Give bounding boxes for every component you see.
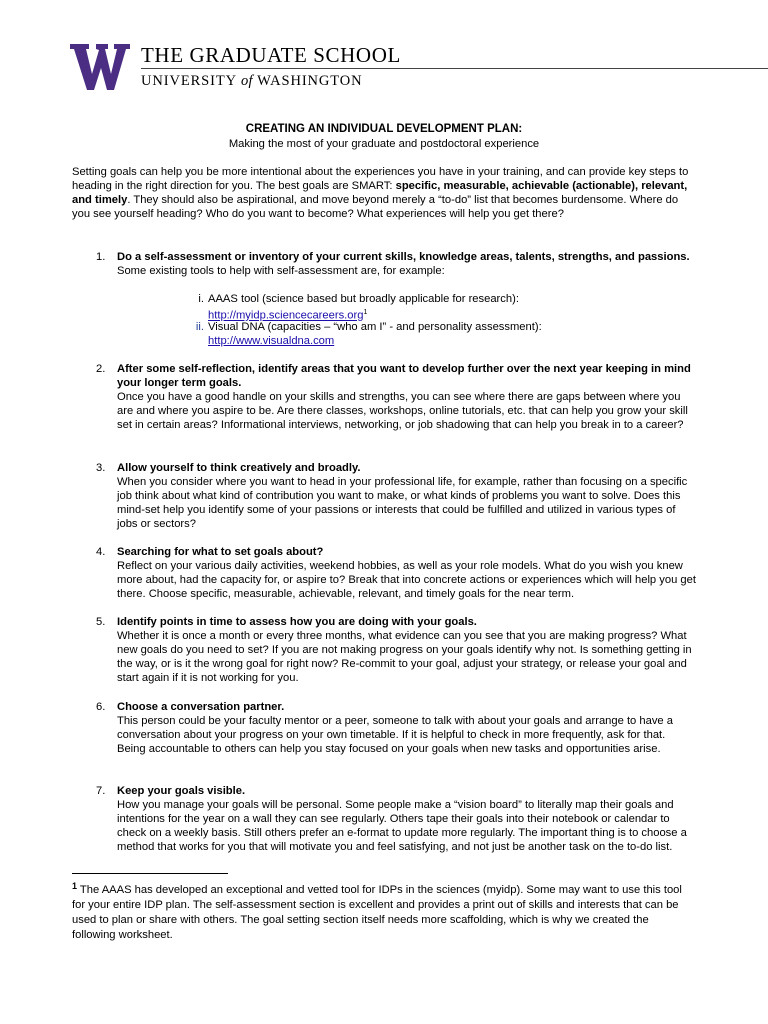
item-heading: Searching for what to set goals about? (117, 546, 324, 558)
item-body: Reflect on your various daily activities, weekend hobbies, as well as your role models. What do you wish you knew more about, had the capacity for, or aspire to? Break that into concrete actions or experiences which will help you get there. Choose specific, measurable, achievable, relevant, and timely goals for the near term. (117, 560, 696, 600)
item-number: 3. (96, 462, 106, 474)
footnote-ref: 1 (363, 309, 368, 316)
item-number: 1. (96, 251, 106, 263)
list-item-6 (96, 700, 696, 756)
roman-numeral: ii. (195, 321, 204, 333)
item-body: This person could be your faculty mentor or a peer, someone to talk with about your goals and arrange to have a conversation about your progress on your own timetable. If it is helpful to check in more frequently, ask for that. Being accountable to others can help you stay focused on your goals when new tasks and opportunities arise. (117, 715, 673, 755)
tool-description: AAAS tool (science based but broadly applicable for research): (208, 293, 519, 305)
document-subtitle: Making the most of your graduate and postdoctoral experience (228, 138, 540, 150)
aaas-link[interactable]: http://myidp.sciencecareers.org (208, 309, 364, 322)
item-number: 6. (96, 701, 106, 713)
footnote-text: The AAAS has developed an exceptional and vetted tool for IDPs in the sciences (myidp). Some may want to use this tool for your entire IDP plan. The self-assessment section is excellent and provides a print out of skills and interests that can be used to plan or share with others. The goal setting section itself needs more scaffolding, which is why we created the following worksheet. (72, 884, 682, 941)
list-item-3 (96, 461, 696, 531)
item-heading: Keep your goals visible. (117, 785, 246, 797)
university-name: UNIVERSITY of WASHINGTON (141, 73, 363, 89)
item-heading: Choose a conversation partner. (117, 701, 285, 713)
item-body: Once you have a good handle on your skills and strengths, you can see where there are gaps between where you are and where you aspire to be. Are there classes, workshops, online tutorials, etc. that can help you grow your skill set in certain areas? Informational interviews, networking, or job shadowing that can help you break in to a career? (117, 391, 688, 431)
footnote-mark: 1 (72, 881, 78, 891)
item-body: Whether it is once a month or every three months, what evidence can you see that you are making progress? What new goals do you need to set? If you are not making progress on your goals identify why not. Is something getting in the way, or is it the wrong goal for right now? Re-commit to your goal, adjust your strategy, or release your goal and start again if it is not working for you. (117, 630, 692, 684)
list-item-7 (96, 784, 696, 854)
item-heading: Allow yourself to think creatively and broadly. (117, 462, 361, 474)
item-number: 2. (96, 363, 106, 375)
item-number: 7. (96, 785, 106, 797)
visualdna-link[interactable]: http://www.visualdna.com (208, 335, 335, 347)
tool-item-aaas (180, 292, 580, 323)
item-body: Some existing tools to help with self-assessment are, for example: (117, 265, 445, 277)
tool-description: Visual DNA (capacities – “who am I” - and personality assessment): (208, 321, 542, 333)
header-divider (141, 68, 768, 69)
list-item-5 (96, 615, 696, 685)
list-item-1 (96, 250, 696, 278)
document-title: CREATING AN INDIVIDUAL DEVELOPMENT PLAN: (245, 123, 523, 135)
footnote-divider (72, 873, 228, 874)
item-number: 4. (96, 546, 106, 558)
list-item-2 (96, 362, 696, 432)
uw-logo (70, 44, 130, 90)
document-header (70, 42, 768, 92)
intro-paragraph: Setting goals can help you be more intentional about the experiences you have in your training, and can provide key steps to heading in the right direction for you. The best goals are SMART: specific, measurable, achievable (actionable), relevant, and timely. They should also be aspirational, and move beyond merely a “to-do” list that becomes burdensome. Where do you see yourself heading? Who do you want to become? What experiences will help you get there? (72, 166, 689, 220)
item-heading: After some self-reflection, identify areas that you want to develop further over the next year keeping in mind your longer term goals. (117, 363, 691, 389)
item-heading: Do a self-assessment or inventory of your current skills, knowledge areas, talents, strengths, and passions. (117, 251, 690, 263)
tool-item-visualdna (180, 320, 580, 348)
item-body: How you manage your goals will be personal. Some people make a “vision board” to literally map their goals and intentions for the year on a wall they can see regularly. Others tape their goals into their notebook or calendar to check on a weekly basis. Still others prefer an e-format to update more regularly. The important thing is to choose a method that works for you that will motivate you and feel satisfying, and not just be another task on the to-do list. (117, 799, 687, 853)
item-number: 5. (96, 616, 106, 628)
school-name: THE GRADUATE SCHOOL (141, 43, 401, 67)
roman-numeral: i. (198, 293, 204, 305)
item-body: When you consider where you want to head in your professional life, for example, rather than focusing on a specific job think about what kind of contribution you want to make, or what kinds of problems you want to solve. Does this mind-set help you identify some of your passions or interests that could be fulfilled and utilized in various types of jobs or sectors? (117, 476, 688, 530)
item-heading: Identify points in time to assess how you are doing with your goals. (117, 616, 477, 628)
list-item-4 (96, 545, 696, 601)
footnote (72, 879, 694, 943)
